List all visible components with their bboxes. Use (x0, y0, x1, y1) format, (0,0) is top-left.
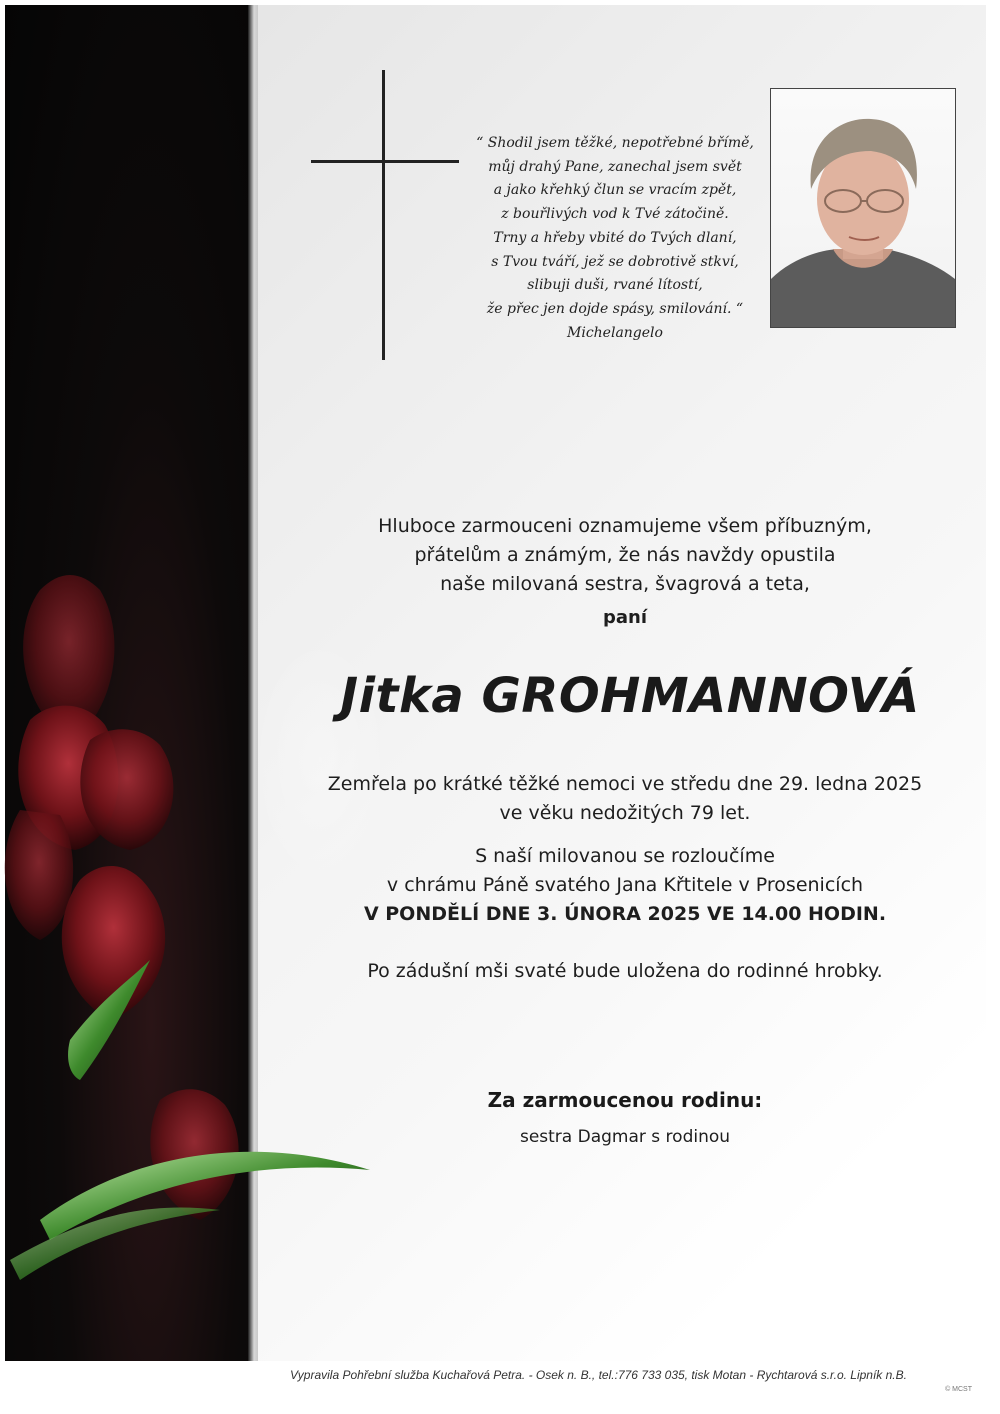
announcement-line: přátelům a známým, že nás navždy opustila (414, 544, 836, 566)
poem-line: s Tvou tváří, jež se dobrotivě stkví, (491, 253, 739, 270)
death-info (300, 770, 950, 828)
footer-credits: Vypravila Pohřební služba Kuchařová Petra. - Osek n. B., tel.:776 733 035, tisk Motan - Rychtarová s.r.o. Lipník n.B. (290, 1368, 907, 1382)
announcement-line: Hluboce zarmouceni oznamujeme všem příbuzným, (378, 515, 872, 537)
farewell-line: S naší milovanou se rozloučíme (475, 845, 775, 867)
poem-line: že přec jen dojde spásy, smilování. “ (486, 300, 744, 317)
burial-info (300, 957, 950, 986)
poem-line: a jako křehký člun se vracím zpět, (493, 182, 737, 199)
title-word: paní (602, 607, 647, 628)
poem-line: “ Shodil jsem těžké, nepotřebné břímě, (476, 135, 754, 151)
portrait-illustration (771, 89, 955, 327)
farewell-info (300, 842, 950, 929)
poem-line: Trny a hřeby vbité do Tvých dlaní, (493, 229, 737, 246)
poem-quote (470, 132, 760, 345)
poem-line: můj drahý Pane, zanechal jsem svět (488, 158, 742, 175)
portrait-photo (770, 88, 956, 328)
death-info-line: Zemřela po krátké těžké nemoci ve středu dne 29. ledna 2025 (327, 773, 923, 795)
poem-author: Michelangelo (567, 324, 663, 341)
death-info-line: ve věku nedožitých 79 let. (499, 802, 751, 824)
farewell-date: V PONDĚLÍ DNE 3. ÚNORA 2025 VE 14.00 HODIN. (363, 903, 887, 925)
copyright-mark: © MCST (945, 1386, 972, 1393)
tulip-leaf (10, 1207, 220, 1280)
announcement-line: naše milovaná sestra, švagrová a teta, (440, 573, 810, 595)
farewell-line: v chrámu Páně svatého Jana Křtitele v Prosenicích (386, 874, 864, 896)
family-title: Za zarmoucenou rodinu: (487, 1088, 763, 1112)
announcement-text (300, 512, 950, 599)
poem-line: z bouřlivých vod k Tvé zátočině. (501, 206, 729, 223)
burial-line: Po zádušní mši svaté bude uložena do rodinné hrobky. (367, 960, 883, 982)
tulip-head (5, 810, 73, 940)
family-name: sestra Dagmar s rodinou (519, 1127, 731, 1147)
poem-line: slibuji duši, rvané lítostí, (527, 277, 703, 294)
deceased-name: Jitka GROHMANNOVÁ (340, 668, 920, 724)
